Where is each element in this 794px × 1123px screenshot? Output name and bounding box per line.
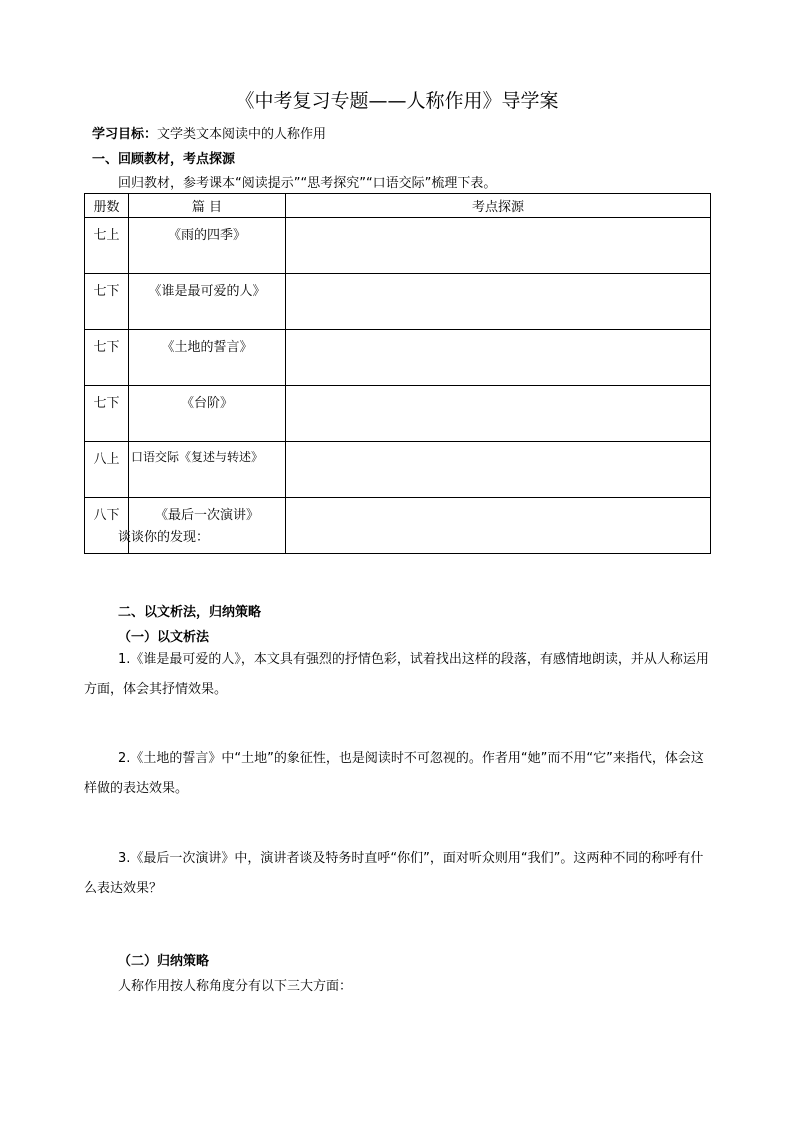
table-row (85, 274, 711, 330)
cell-title: 《土地的誓言》 (129, 330, 286, 386)
cell-note[interactable] (286, 386, 711, 442)
learning-goal (92, 123, 326, 142)
cell-note[interactable] (286, 498, 711, 554)
learning-goal-label: 学习目标： (92, 127, 158, 142)
table-row (85, 386, 711, 442)
cell-title: 《雨的四季》 (129, 218, 286, 274)
cell-title: 口语交际《复述与转述》 (129, 442, 286, 498)
cell-grade: 七下 (85, 274, 129, 330)
cell-grade: 七上 (85, 218, 129, 274)
discovery-prompt: 谈谈你的发现： (118, 530, 210, 545)
cell-grade: 八上 (85, 442, 129, 498)
cell-note[interactable] (286, 274, 711, 330)
subsection1-heading: （一）以文析法 (118, 630, 210, 645)
cell-note[interactable] (286, 330, 711, 386)
question-1: 1.《谁是最可爱的人》，本文具有强烈的抒情色彩，试着找出这样的段落，有感情地朗读，并从人称运用方面，体会其抒情效果。 (84, 652, 709, 697)
question-3: 3.《最后一次演讲》中，演讲者谈及特务时直呼“你们”，面对听众则用“我们”。这两种不同的称呼有什么表达效果？ (84, 851, 704, 896)
summary-text: 人称作用按人称角度分有以下三大方面： (118, 979, 353, 994)
header-title: 篇 目 (129, 194, 286, 218)
learning-goal-text: 文学类文本阅读中的人称作用 (157, 127, 327, 142)
page-title: 《中考复习专题——人称作用》导学案 (235, 90, 559, 112)
header-grade: 册数 (85, 194, 129, 218)
question-2: 2.《土地的誓言》中“土地”的象征性，也是阅读时不可忽视的。作者用“她”而不用“它”来指代，体会这样做的表达效果。 (84, 751, 704, 796)
subsection2-heading: （二）归纳策略 (118, 954, 210, 969)
table-header-row (85, 194, 711, 218)
header-note: 考点探源 (286, 194, 711, 218)
cell-title: 《台阶》 (129, 386, 286, 442)
cell-note[interactable] (286, 218, 711, 274)
table-row (85, 442, 711, 498)
cell-grade: 七下 (85, 330, 129, 386)
cell-title: 《最后一次演讲》 (129, 498, 286, 554)
cell-grade: 八下 (85, 498, 129, 554)
section1-intro: 回归教材，参考课本“阅读提示”“思考探究”“口语交际”梳理下表。 (118, 176, 497, 191)
table-row (85, 218, 711, 274)
cell-grade: 七下 (85, 386, 129, 442)
cell-title: 《谁是最可爱的人》 (129, 274, 286, 330)
section1-heading: 一、回顾教材，考点探源 (92, 152, 236, 167)
table-row (85, 330, 711, 386)
cell-note[interactable] (286, 442, 711, 498)
review-table (84, 193, 711, 554)
section2-heading: 二、以文析法，归纳策略 (118, 605, 262, 620)
